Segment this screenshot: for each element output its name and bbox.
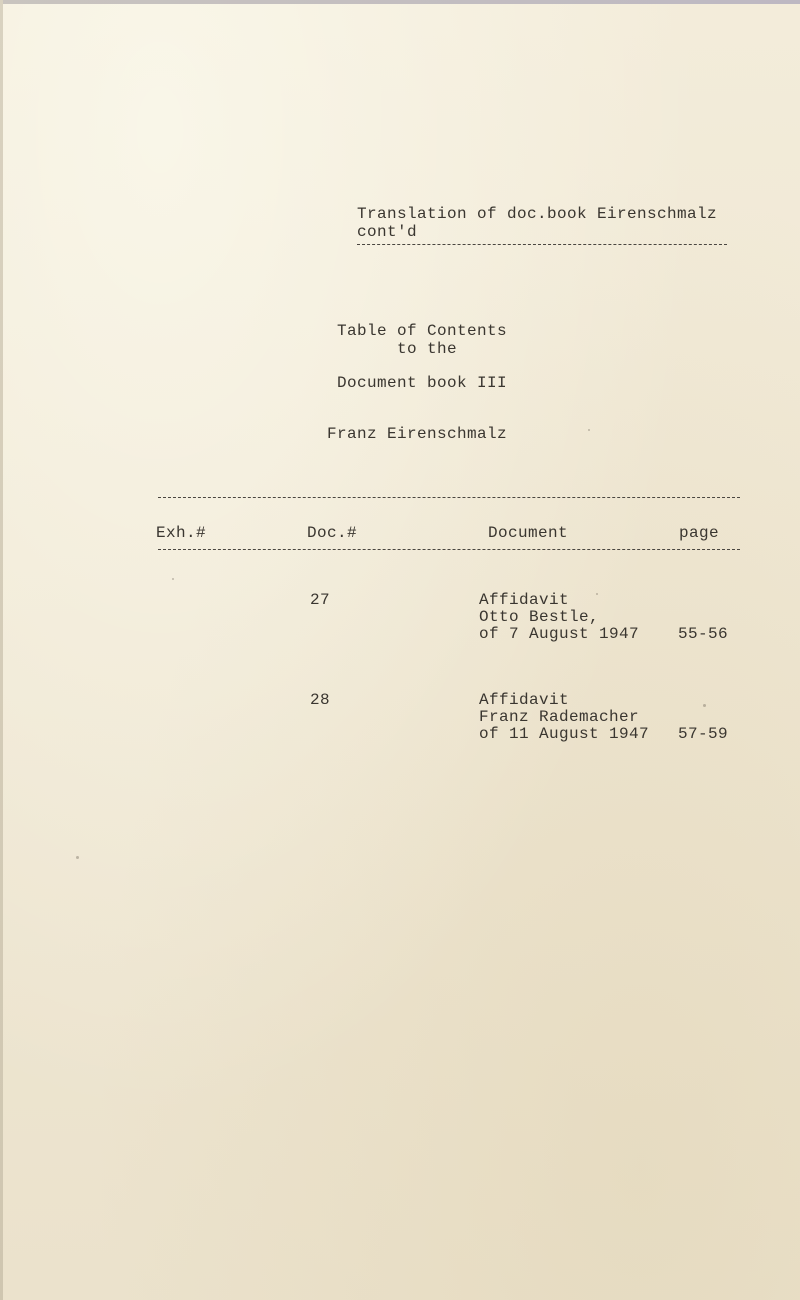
- header-rule: [357, 244, 727, 245]
- paper-speck: [588, 429, 590, 431]
- table-top-rule: [158, 497, 740, 498]
- row-1-document-line-1: Affidavit: [479, 591, 570, 609]
- paper-left-edge: [0, 0, 3, 1300]
- column-header-document: Document: [488, 524, 569, 542]
- row-2-document-line-3: of 11 August 1947: [479, 725, 650, 743]
- paper-top-edge: [0, 0, 800, 4]
- table-header-rule: [158, 549, 740, 550]
- column-header-doc: Doc.#: [307, 524, 358, 542]
- row-1-page-range: 55-56: [678, 625, 729, 643]
- paper-speck: [172, 578, 174, 580]
- column-header-page: page: [679, 524, 720, 542]
- row-2-document-line-1: Affidavit: [479, 691, 570, 709]
- document-book-label: Document book III: [337, 374, 508, 392]
- header-line-2: cont'd: [357, 223, 418, 241]
- row-2-page-range: 57-59: [678, 725, 729, 743]
- row-1-doc-number: 27: [310, 591, 331, 609]
- paper-speck: [596, 593, 598, 595]
- toc-subtitle: to the: [397, 340, 458, 358]
- row-2-doc-number: 28: [310, 691, 331, 709]
- toc-title: Table of Contents: [337, 322, 508, 340]
- defendant-name: Franz Eirenschmalz: [327, 425, 508, 443]
- row-2-document-line-2: Franz Rademacher: [479, 708, 640, 726]
- header-line-1: Translation of doc.book Eirenschmalz: [357, 205, 718, 223]
- row-1-document-line-2: Otto Bestle,: [479, 608, 600, 626]
- column-header-exh: Exh.#: [156, 524, 207, 542]
- paper-speck: [703, 704, 706, 707]
- row-1-document-line-3: of 7 August 1947: [479, 625, 640, 643]
- paper-speck: [76, 856, 79, 859]
